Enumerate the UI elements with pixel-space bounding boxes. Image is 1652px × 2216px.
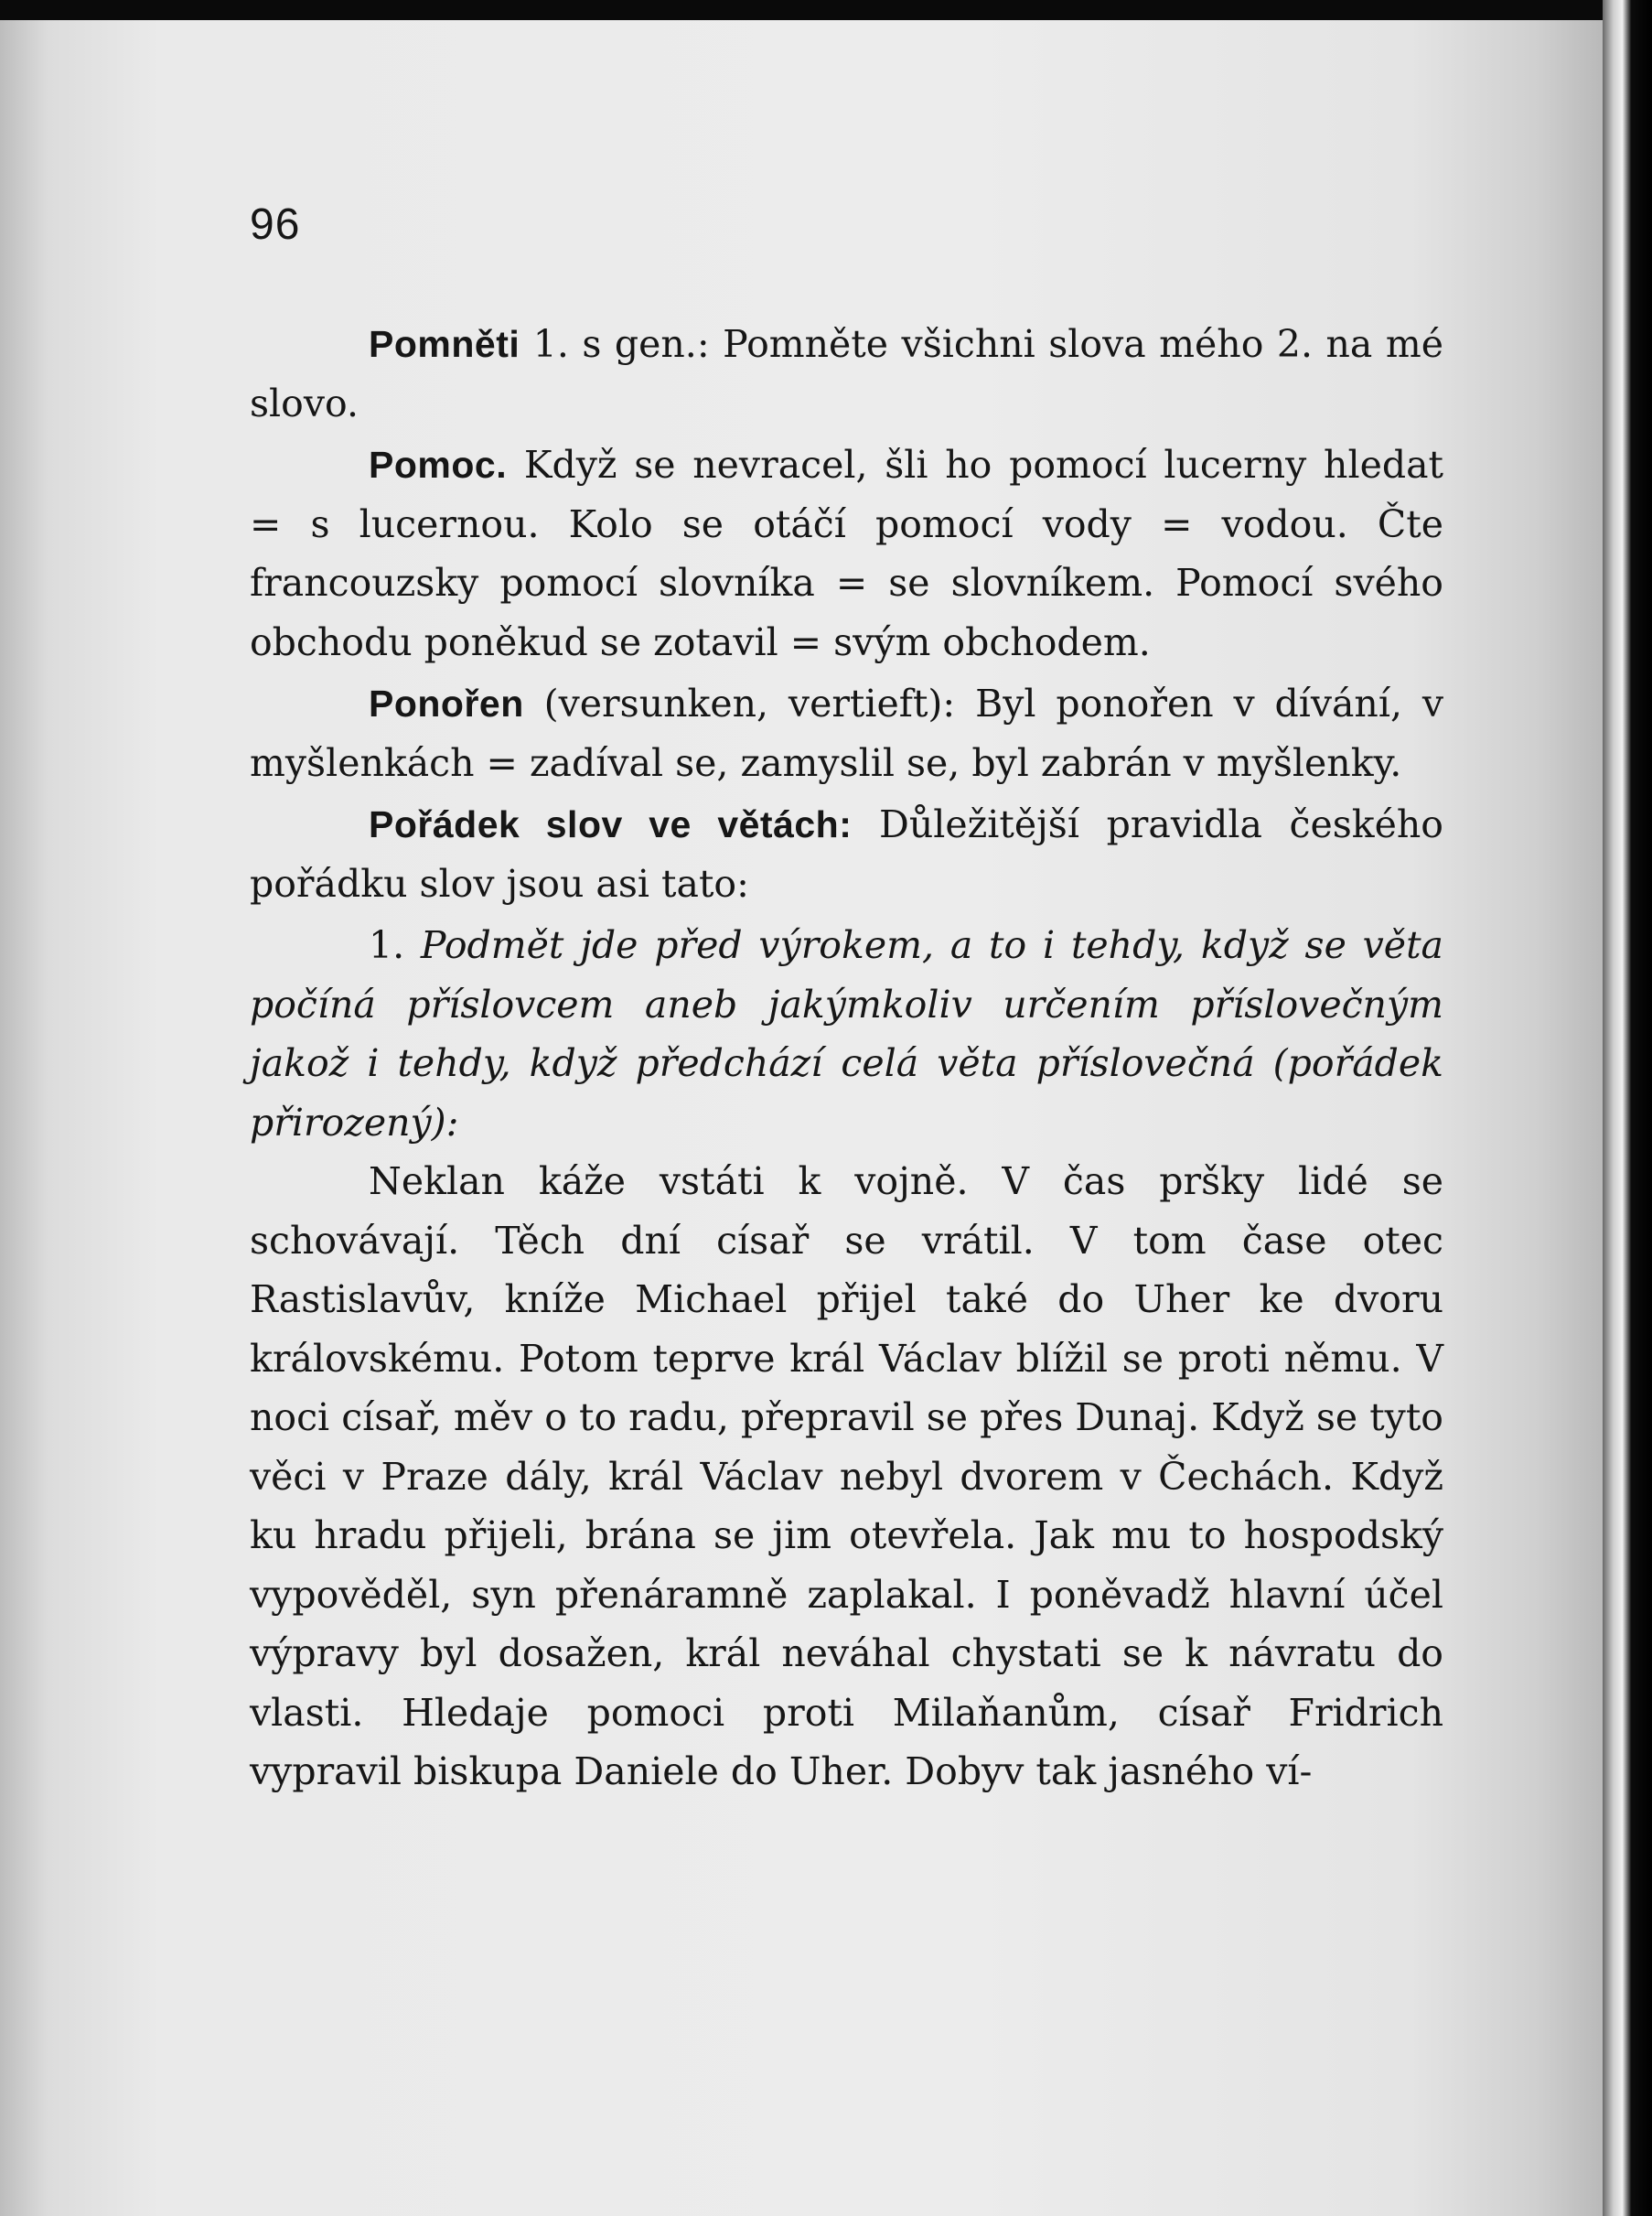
entry-headword: Ponořen (369, 683, 524, 725)
page-number: 96 (250, 200, 301, 249)
entry-headword: Pomoc. (369, 444, 508, 486)
entry-text: Důležitější pravidla českého pořádku slov jsou asi tato: (250, 802, 1443, 906)
entry-headword: Pomněti (369, 323, 520, 365)
rule-1 (250, 916, 1443, 1152)
entry-ponoren (250, 674, 1443, 792)
entry-headword: Pořádek slov ve větách: (369, 803, 853, 845)
entry-text: 1. s gen.: Pomněte všichni slova mého 2. na mé slovo. (250, 322, 1443, 425)
entry-pomoc (250, 436, 1443, 672)
page-content (250, 315, 1443, 1802)
book-spine-edge (1603, 0, 1652, 2216)
entry-pomneti (250, 315, 1443, 433)
entry-text: Když se nevracel, šli ho pomocí lucerny hledat = s lucernou. Kolo se otáčí pomocí vody = vodou. Čte francouzsky pomocí slovníka = se slovníkem. Pomocí svého obchodu poněkud se zotavil = svým obchodem. (250, 443, 1443, 664)
entry-text: (versunken, vertieft): Byl ponořen v dívání, v myšlenkách = zadíval se, zamyslil se, byl zabrán v myšlenky. (250, 682, 1443, 785)
rule-number: 1. (369, 923, 405, 967)
examples-paragraph: Neklan káže vstáti k vojně. V čas pršky lidé se schovávají. Těch dní císař se vrátil. V tom čase otec Rastislavův, kníže Michael přijel také do Uher ke dvoru královskému. Potom teprve král Václav blížil se proti němu. V noci císař, měv o to radu, přepravil se přes Dunaj. Když se tyto věci v Praze dály, král Václav nebyl dvorem v Čechách. Když ku hradu přijeli, brána se jim otevřela. Jak mu to hospodský vypověděl, syn přenáramně zaplakal. I poněvadž hlavní účel výpravy byl dosažen, král neváhal chystati se k návratu do vlasti. Hledaje pomoci proti Milaňanům, císař Fridrich vypravil biskupa Daniele do Uher. Dobyv tak jasného ví- (250, 1159, 1443, 1793)
rule-text: Podmět jde před výrokem, a to i tehdy, když se věta počíná příslovcem aneb jakýmkoliv určením příslovečným jakož i tehdy, když předchází celá věta příslovečná (pořádek přirozený): (250, 923, 1443, 1145)
book-page (0, 20, 1603, 2216)
entry-poradek-slov (250, 795, 1443, 913)
